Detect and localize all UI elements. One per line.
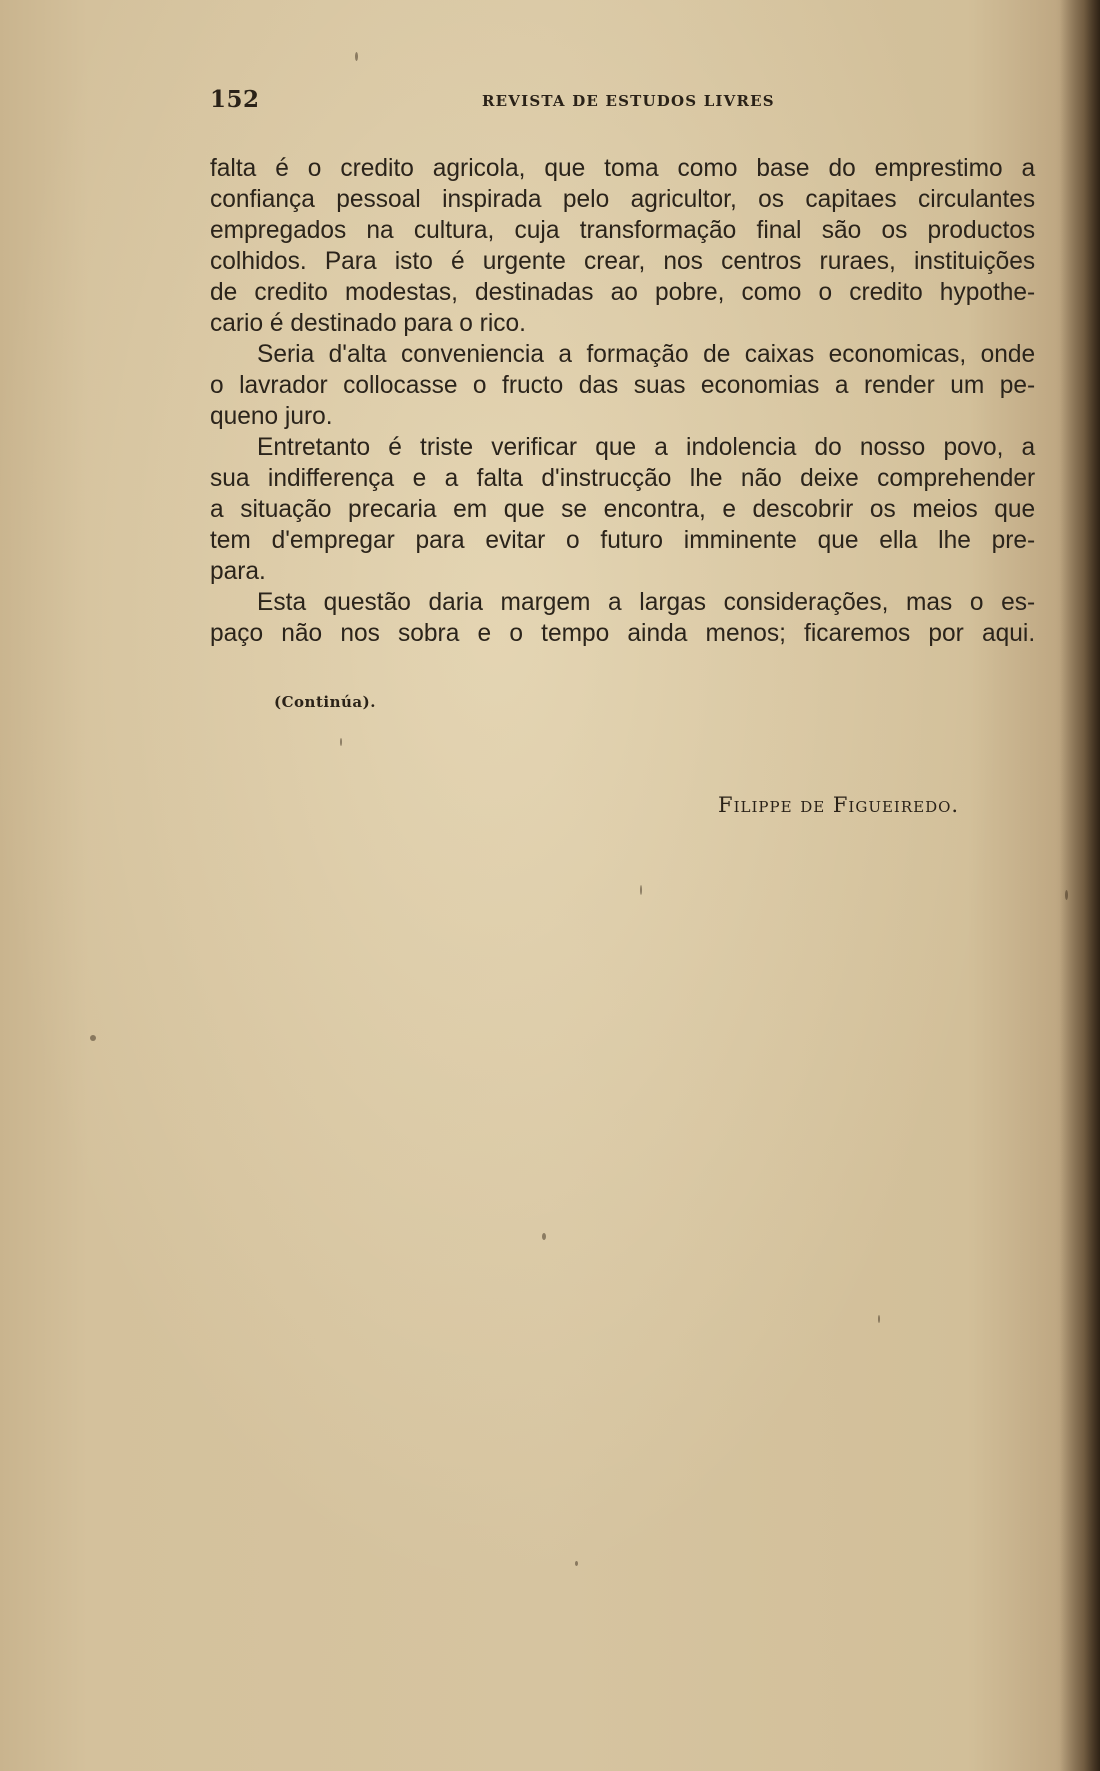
paper-speck: [355, 52, 358, 61]
paper-speck: [90, 1035, 96, 1041]
body-text: [210, 153, 1035, 649]
paper-speck: [878, 1315, 880, 1323]
text-line: a situação precaria em que se encontra, e descobrir os meios que: [210, 495, 1036, 523]
paper-speck: [640, 885, 642, 895]
paper-speck: [542, 1233, 546, 1240]
text-line: o lavrador collocasse o fructo das suas economias a render um pe-: [210, 371, 1036, 399]
page-header: [210, 86, 1060, 116]
text-line: queno juro.: [210, 402, 333, 430]
paper-speck: [575, 1561, 578, 1566]
text-line: para.: [210, 557, 266, 585]
author-signature: Filippe de Figueiredo.: [718, 793, 960, 817]
paragraph-first-line: Seria d'alta conveniencia a formação de caixas economicas, onde: [257, 340, 1036, 368]
text-line: tem d'empregar para evitar o futuro imminente que ella lhe pre-: [210, 526, 1036, 554]
text-line: sua indifferença e a falta d'instrucção lhe não deixe comprehender: [210, 464, 1036, 492]
paragraph-first-line: Esta questão daria margem a largas considerações, mas o es-: [257, 588, 1036, 616]
running-title: REVISTA DE ESTUDOS LIVRES: [482, 92, 775, 110]
text-line: colhidos. Para isto é urgente crear, nos centros ruraes, instituições: [210, 247, 1036, 275]
paper-speck: [340, 738, 342, 746]
text-line: cario é destinado para o rico.: [210, 309, 526, 337]
paragraph-first-line: Entretanto é triste verificar que a indolencia do nosso povo, a: [257, 433, 1036, 461]
text-line: confiança pessoal inspirada pelo agricultor, os capitaes circulantes: [210, 185, 1036, 213]
page-number: 152: [210, 86, 260, 113]
page-edge-shadow: [1060, 0, 1100, 1771]
text-line: paço não nos sobra e o tempo ainda menos; ficaremos por aqui.: [210, 619, 1036, 647]
continued-note: (Continúa).: [274, 693, 376, 711]
text-line: empregados na cultura, cuja transformação final são os productos: [210, 216, 1036, 244]
text-line: de credito modestas, destinadas ao pobre, como o credito hypothe-: [210, 278, 1036, 306]
text-line: falta é o credito agricola, que toma como base do emprestimo a: [210, 154, 1036, 182]
